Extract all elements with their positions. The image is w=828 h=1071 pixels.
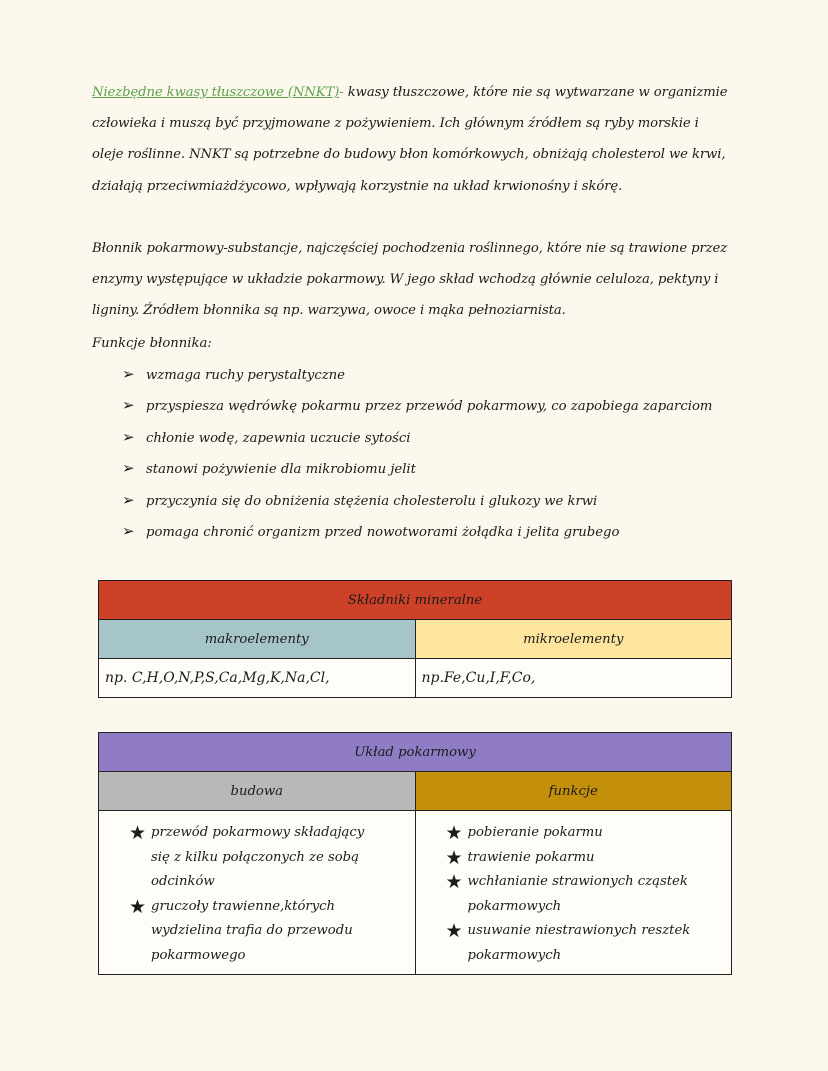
arrow-bullet-icon: ➢ (122, 490, 135, 509)
arrow-bullet-icon: ➢ (122, 427, 135, 446)
arrow-bullet-icon: ➢ (122, 459, 135, 478)
star-icon: ★ (129, 822, 147, 844)
functions-header: funkcje (415, 772, 732, 811)
list-item: ➢ przyspiesza wędrówkę pokarmu przez przewód pokarmowy, co zapobiega zaparciom (122, 390, 712, 421)
macroelements-value: np. C,H,O,N,P,S,Ca,Mg,K,Na,Cl, (99, 659, 416, 698)
list-item: ★ wchłanianie strawionych cząstek pokarmowych (446, 870, 696, 919)
digestive-table-title: Układ pokarmowy (99, 733, 732, 772)
list-item: ★ gruczoły trawienne,których wydzielina trafia do przewodu pokarmowego (129, 895, 379, 969)
minerals-table-title: Składniki mineralne (99, 581, 732, 620)
nnkt-dash: - (339, 85, 348, 100)
list-item: ➢ wzmaga ruchy perystaltyczne (122, 359, 712, 390)
star-icon: ★ (445, 846, 463, 869)
nnkt-text: kwasy tłuszczowe, które nie są wytwarzane w organizmie człowieka i muszą być przyjmowane z pożywieniem. Ich głównym źródłem są ryby morskie i oleje roślinne. NNKT są potrzebne do budowy błon komórkowych, obniżają cholesterol we krwi, działają przeciwmiażdżycowo, wpływają korzystnie na układ krwionośny i skórę. (92, 85, 728, 194)
microelements-value: np.Fe,Cu,I,F,Co, (415, 659, 732, 698)
microelements-header: mikroelementy (415, 620, 732, 659)
star-icon: ★ (445, 871, 463, 893)
list-item: ★ usuwanie niestrawionych resztek pokarmowych (446, 919, 696, 968)
list-item: ★ pobieranie pokarmu (445, 822, 603, 844)
functions-cell (415, 811, 732, 975)
list-item: ➢ przyczynia się do obniżenia stężenia cholesterolu i glukozy we krwi (122, 485, 712, 516)
minerals-table (98, 580, 732, 698)
list-item: ➢ chłonie wodę, zapewnia uczucie sytości (122, 422, 712, 453)
structure-cell (99, 811, 416, 975)
list-item: ★ przewód pokarmowy składający się z kilku połączonych ze sobą odcinków (129, 821, 379, 895)
star-icon: ★ (129, 895, 147, 918)
list-item: ★ trawienie pokarmu (445, 846, 595, 869)
digestive-table (98, 732, 732, 975)
list-item: ➢ pomaga chronić organizm przed nowotworami żołądka i jelita grubego (122, 516, 712, 547)
arrow-bullet-icon: ➢ (122, 365, 135, 383)
star-icon: ★ (445, 822, 463, 844)
structure-header: budowa (99, 772, 416, 811)
macroelements-header: makroelementy (99, 620, 416, 659)
nnkt-paragraph (92, 77, 732, 202)
functions-list (416, 821, 696, 968)
arrow-bullet-icon: ➢ (122, 521, 135, 540)
fiber-paragraph: Błonnik pokarmowy-substancje, najczęściej pochodzenia roślinnego, które nie są trawione przez enzymy występujące w układzie pokarmowy. W jego skład wchodzą głównie celuloza, pektyny i ligniny. Źródłem błonnika są np. warzywa, owoce i mąka pełnoziarnista. (92, 241, 728, 319)
nnkt-term-link[interactable]: Niezbędne kwasy tłuszczowe (NNKT) (92, 85, 340, 100)
arrow-bullet-icon: ➢ (122, 396, 135, 415)
structure-list (99, 821, 379, 968)
star-icon: ★ (445, 920, 463, 942)
fiber-functions-list (122, 359, 712, 547)
fiber-functions-label: Funkcje błonnika: (92, 336, 212, 351)
list-item: ➢ stanowi pożywienie dla mikrobiomu jelit (122, 453, 712, 484)
